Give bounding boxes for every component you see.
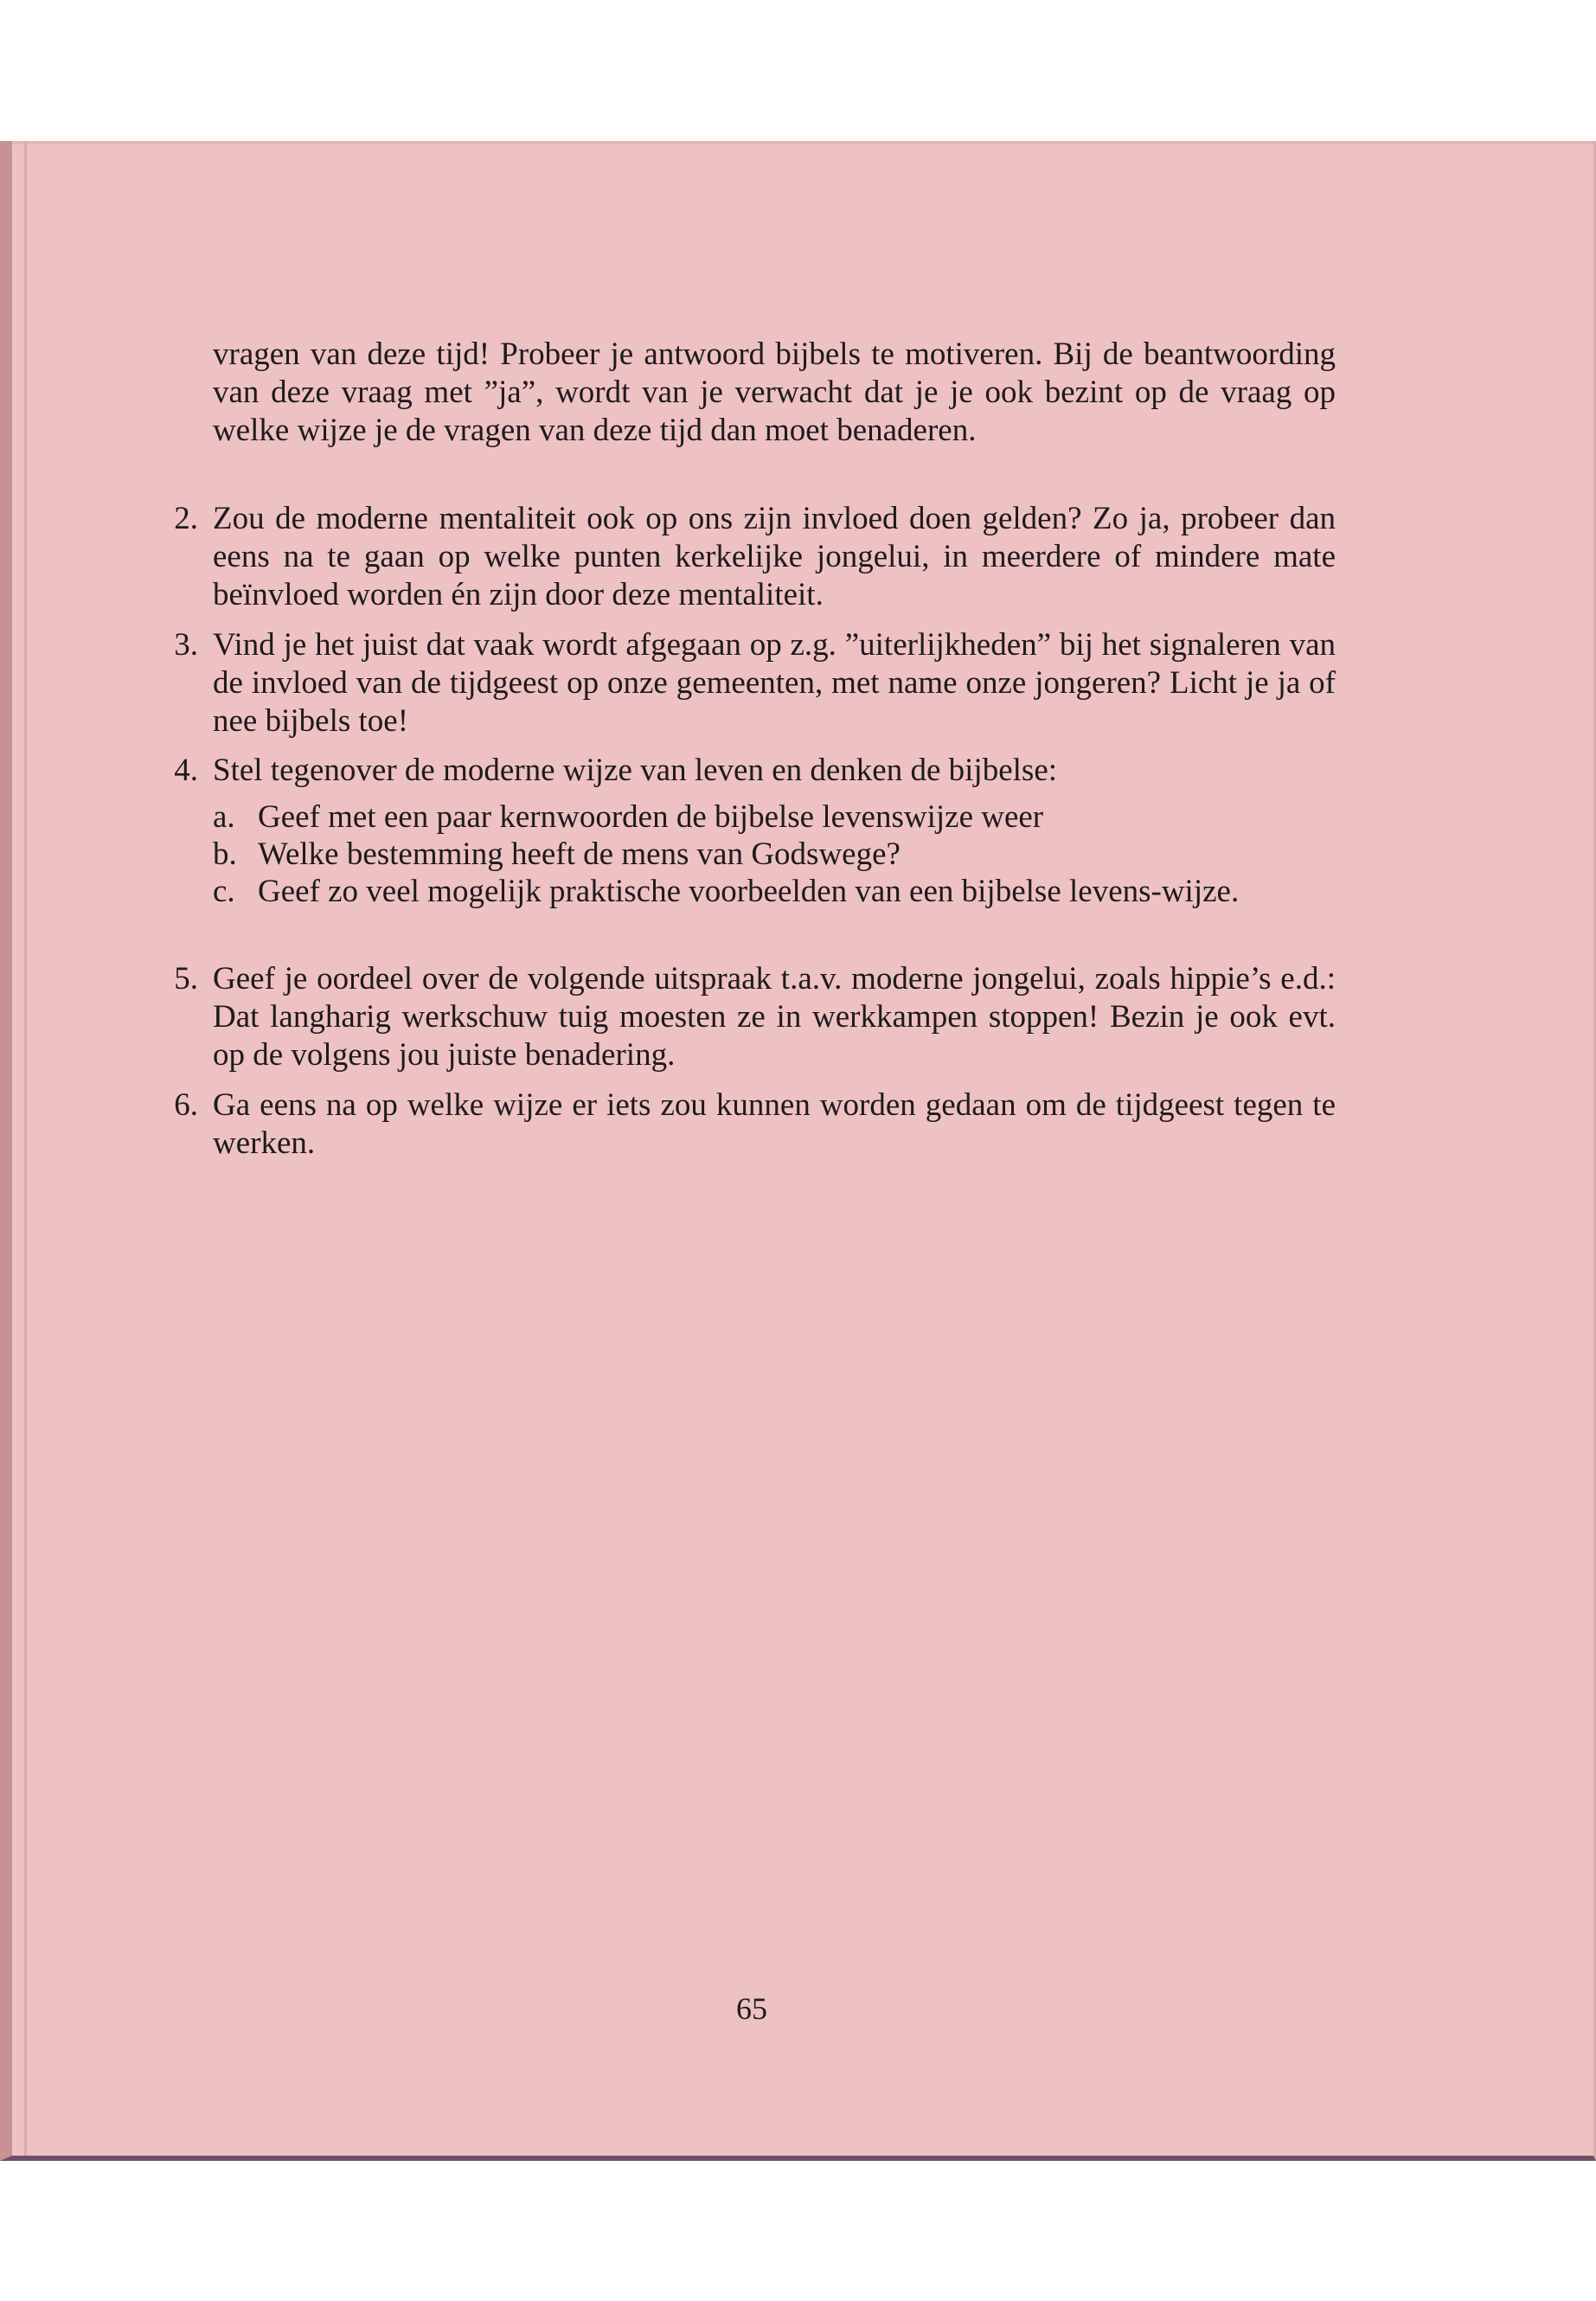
question-number: 2. [174,501,198,536]
sub-item-letter: c. [213,874,235,909]
sub-item-text: Geef zo veel mogelijk praktische voorbeelden van een bijbelse levens-wijze. [258,874,1240,909]
page-number: 65 [736,1991,767,2026]
question-text: Ga eens na op welke wijze er iets zou kunnen worden gedaan om de tijdgeest tegen te werken. [213,1087,1336,1161]
question-text: Vind je het juist dat vaak wordt afgegaan op z.g. ”uiterlijkheden” bij het signaleren van de invloed van de tijdgeest op onze gemeenten, met name onze jongeren? Licht je ja of nee bijbels toe! [213,627,1336,739]
sub-item-letter: b. [213,836,237,872]
continuation-paragraph: vragen van deze tijd! Probeer je antwoord bijbels te motiveren. Bij de beantwoording van deze vraag met ”ja”, wordt van je verwacht dat je je ook bezint op de vraag op welke wijze je de vragen van deze tijd dan moet benaderen. [213,336,1336,448]
question-number: 5. [174,961,198,997]
page-edge [12,141,1593,144]
question-text: Geef je oordeel over de volgende uitspraak t.a.v. moderne jongelui, zoals hippie’s e.d.: Dat langharig werkschuw tuig moesten ze in werkkampen stoppen! Bezin je ook evt. op de volgens jou juiste benadering. [213,961,1336,1073]
book-page [0,141,1596,2161]
sub-item-text: Geef met een paar kernwoorden de bijbelse levenswijze weer [258,799,1044,835]
question-text: Stel tegenover de moderne wijze van leven en denken de bijbelse: [213,753,1058,788]
question-text: Zou de moderne mentaliteit ook op ons zijn invloed doen gelden? Zo ja, probeer dan eens na te gaan op welke punten kerkelijke jongelui, in meerdere of mindere mate beïnvloed worden én zijn door deze mentaliteit. [213,501,1336,612]
sub-item-letter: a. [213,799,235,835]
question-number: 6. [174,1087,198,1123]
sub-item-text: Welke bestemming heeft de mens van Godswege? [258,836,901,872]
question-number: 3. [174,627,198,663]
question-number: 4. [174,753,198,788]
page-spine [24,141,27,2156]
